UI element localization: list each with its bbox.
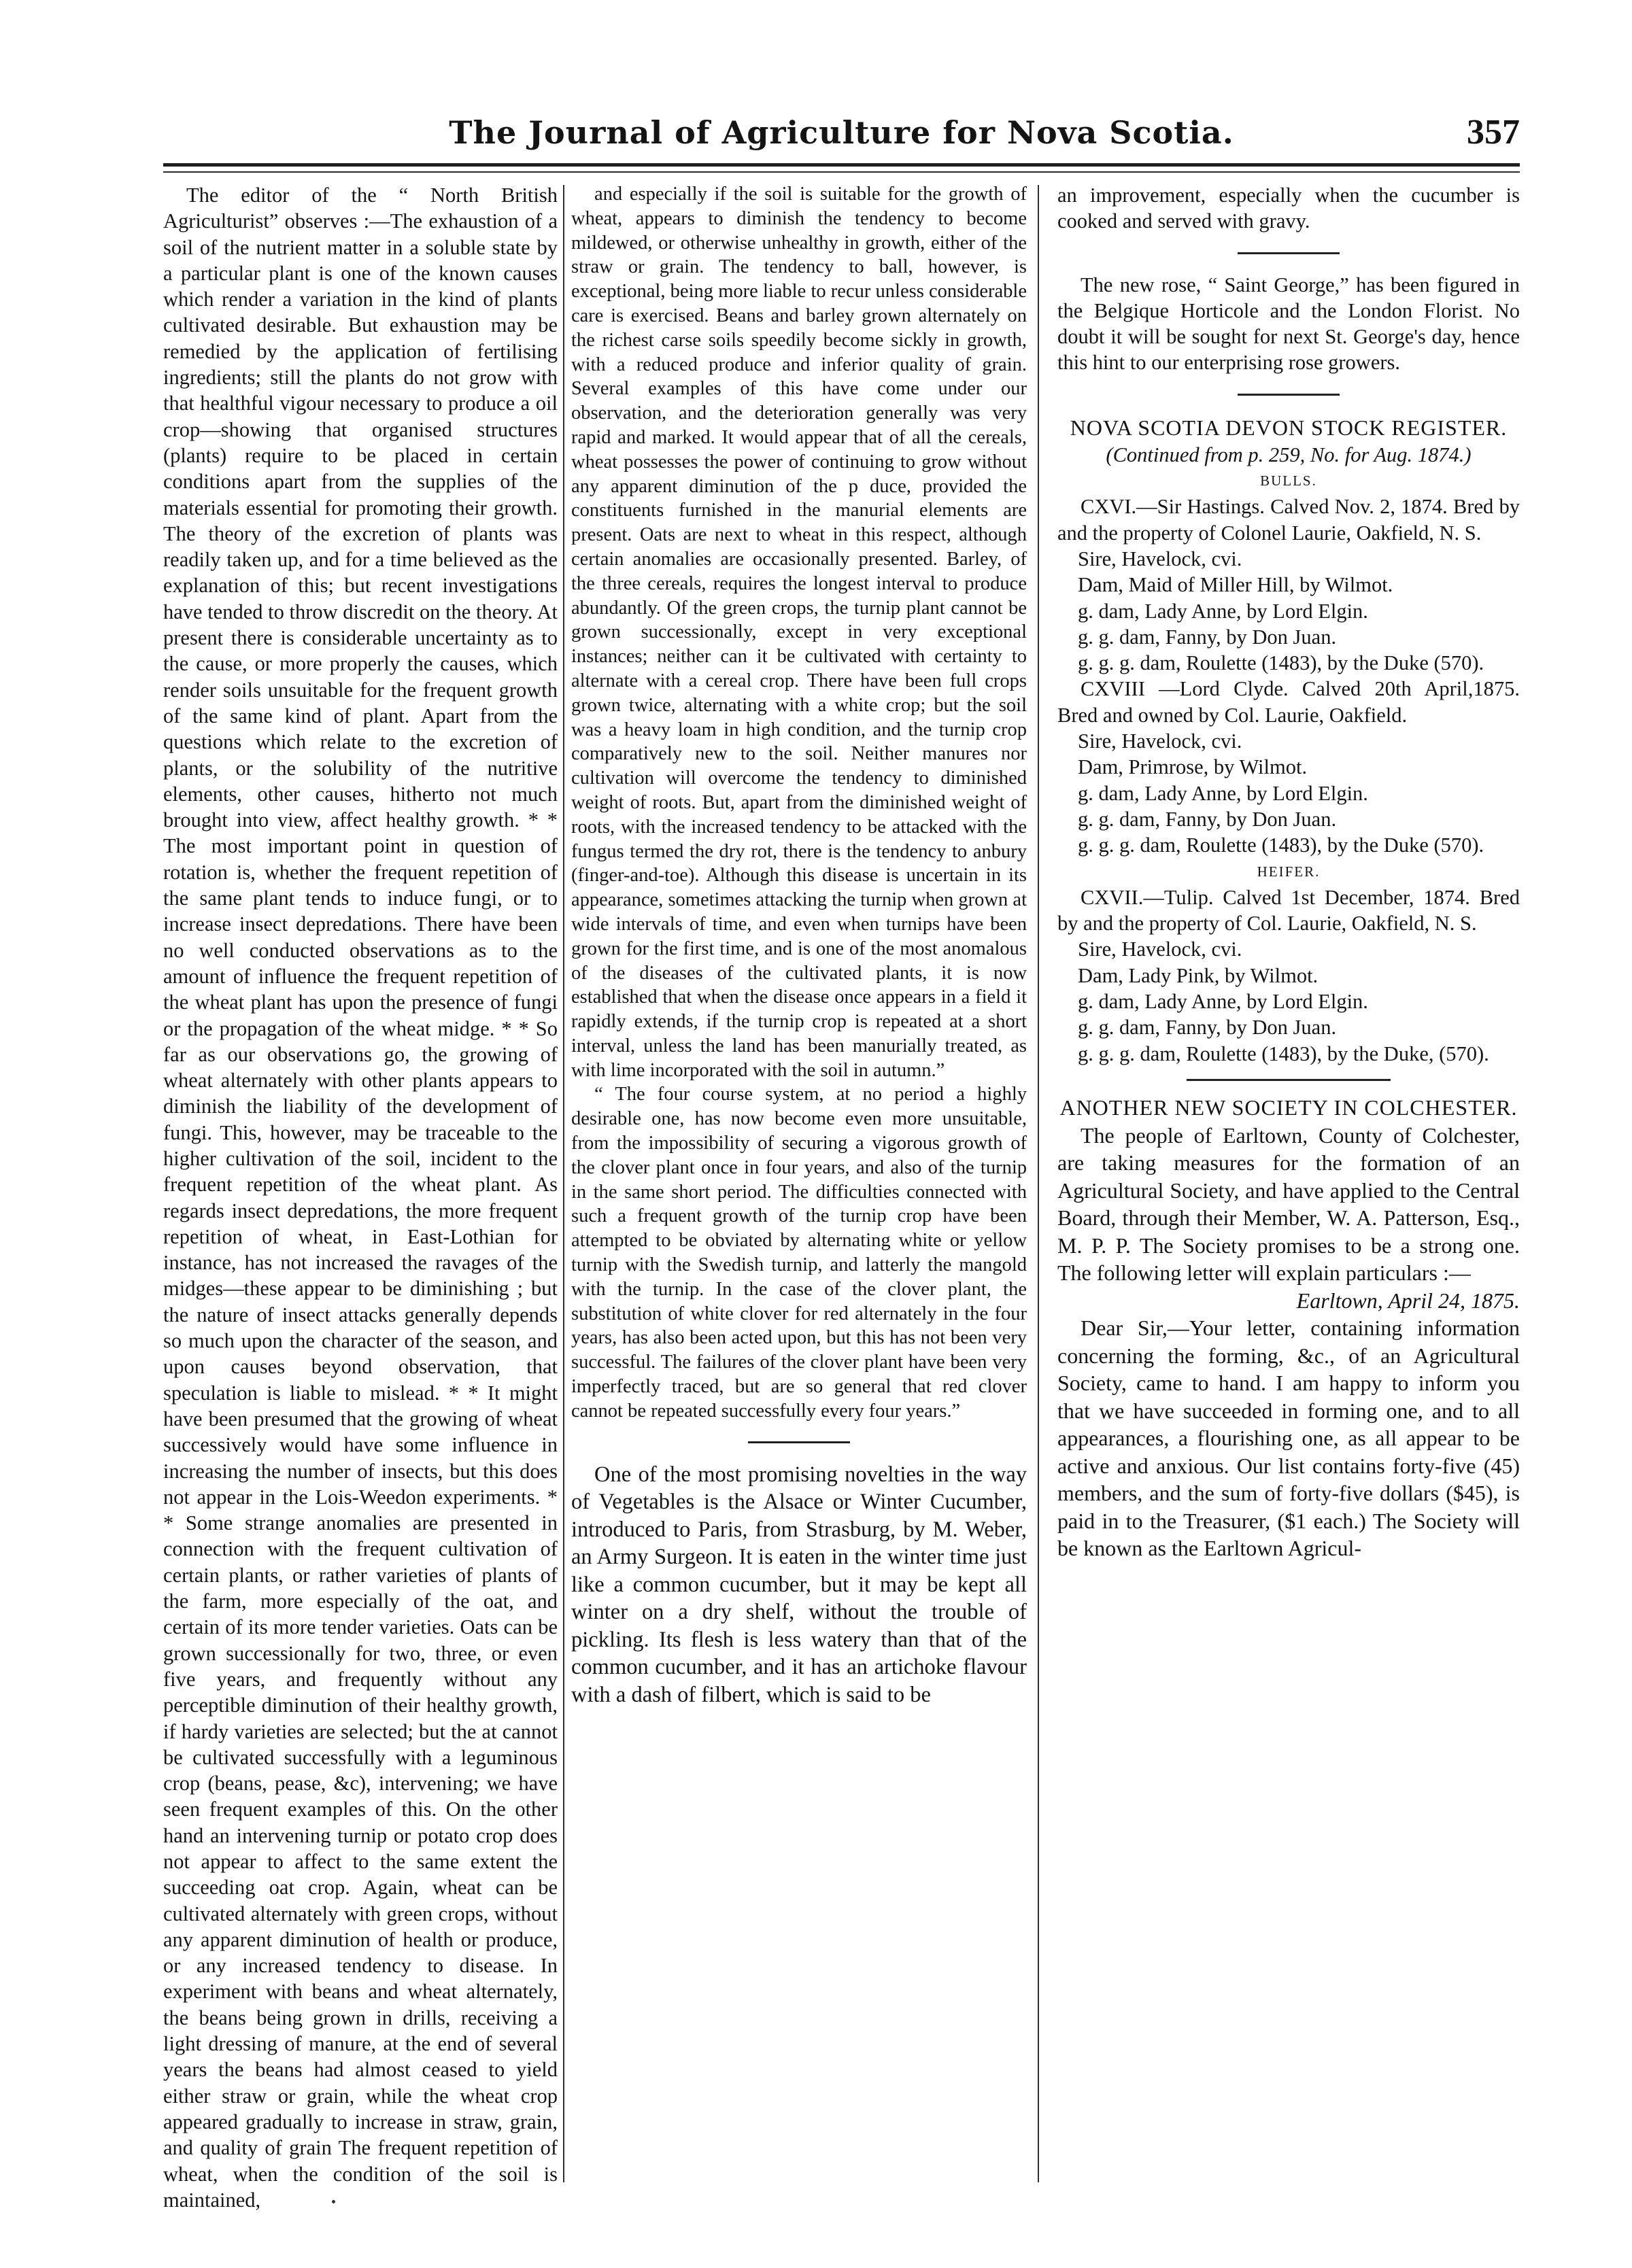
column-middle [571,182,1027,2181]
pedigree-line: Dam, Primrose, by Wilmot. [1078,755,1308,779]
column-left [163,182,558,2212]
pedigree-line: g. g. g. dam, Roulette (1483), by the Duke (570). [1078,834,1484,857]
cucumber-continuation: an improvement, especially when the cucumber is cooked and served with gravy. [1057,184,1520,233]
entry-cxviii-head: CXVIII —Lord Clyde. Calved 20th April,1875. Bred and owned by Col. Laurie, Oakfield. [1057,677,1520,727]
section-rule [1187,1079,1391,1081]
column-right [1057,182,1520,2181]
header-rule [163,163,1520,167]
letter-dateline: Earltown, April 24, 1875. [1296,1288,1520,1313]
section-rule [748,1441,850,1443]
pedigree-line: g. g. dam, Fanny, by Don Juan. [1078,1016,1337,1040]
article-continuation: and especially if the soil is suitable for the growth of wheat, appears to diminish the tendency to become mildewed, or otherwise unhealthy in growth, either of the straw or grain. The tendency to ball, however, is exceptional, being more liable to recur unless considerable care is exercised. Beans and barley grown alternately on the richest carse soils speedily become sickly in growth, with a reduced produce and inferior quality of grain. Several examples of this have come under our observation, and the deterioration generally was very rapid and marked. It would appear that of all the cereals, wheat possesses the power of continuing to grow without any apparent diminution of the p duce, provided the constituents furnished in the manurial elements are present. Oats are next to wheat in this respect, although certain anomalies are occasionally presented. Barley, of the three cereals, requires the longest interval to produce abundantly. Of the green crops, the turnip plant cannot be grown successionally, except in very exceptional instances; neither can it be cultivated with certainty to alternate with a cereal crop. There have been full crops grown twice, alternating with a white crop; but the soil was a heavy loam in high condition, and the turnip crop comparatively new to the soil. Neither manures nor cultivation will overcome the tendency to diminished weight of roots. But, apart from the diminished weight of roots, with the increased tendency to be attacked with the fungus termed the dry rot, there is the tendency to anbury (finger-and-toe). Although this disease is uncertain in its appearance, sometimes attacking the turnip when grown at wide intervals of time, and even when turnips have been grown for the first time, and is one of the most anomalous of the diseases of the cultivated plants, it is now established that when the disease once appears in a field it rapidly extends, if the turnip crop is repeated at a short interval, unless the land has been manurially treated, as with lime incorporated with the soil in autumn.” [571,184,1027,1081]
pedigree-line: g. g. dam, Fanny, by Don Juan. [1078,807,1337,831]
journal-title: The Journal of Agriculture for Nova Scotia. [449,114,1234,151]
running-head [163,109,1520,158]
letter-body: Dear Sir,—Your letter, containing information concerning the forming, &c., of an Agricultural Society, came to hand. I am happy to inform you that we have succeeded in forming one, and to all appearances, a flourishing one, as all appear to be active and anxious. Our list contains forty-five (45) members, and the sum of forty-five dollars ($45), is paid in to the Treasurer, ($1 each.) The Society will be known as the Earltown Agricul- [1057,1316,1520,1561]
pedigree-line: Sire, Havelock, cvi. [1078,547,1242,570]
section-rule [1238,394,1340,396]
soil-exhaustion-article: The editor of the “ North British Agriculturist” observes :—The exhaustion of a soil of the nutrient matter in a soluble state by a particular plant is one of the known causes which render a variation in the kind of plants cultivated desirable. But exhaustion may be remedied by the application of fertilising ingredients; still the plants do not grow with that healthful vigour necessary to produce a oil crop—showing that organised structures (plants) require to be placed in certain conditions apart from the supplies of the materials essential for promoting their growth. The theory of the excretion of plants was readily taken up, and for a time believed as the explanation of this; but recent investigations have tended to throw discredit on the theory. At present there is considerable uncertainty as to the cause, or more properly the causes, which render soils unsuitable for the frequent growth of the same kind of plant. Apart from the questions which relate to the excretion of plants, or the solubility of the nutritive elements, other causes, hitherto not much brought into view, affect healthy growth. * * The most important point in question of rotation is, whether the frequent repetition of the same plant tends to induce fungi, or to increase insect depredations. There have been no well conducted observations as to the amount of influence the frequent repetition of the wheat plant has upon the presence of fungi or the propagation of the wheat midge. * * So far as our observations go, the growing of wheat alternately with other plants appears to diminish the liability of the development of fungi. This, however, may be traceable to the higher cultivation of the soil, incident to the frequent repetition of the wheat plant. As regards insect depredations, the more frequent repetition of wheat, in East-Lothian for instance, has not increased the ravages of the midges—these appear to be diminishing ; but the nature of insect attacks generally depends so much upon the character of the season, and upon causes beyond observation, that speculation is liable to mislead. * * It might have been presumed that the growing of wheat successively would have some influence in increasing the number of insects, but this does not appear in the Lois-Weedon experiments. * * Some strange anomalies are presented in connection with the frequent cultivation of certain plants, or rather varieties of plants of the farm, more especially of the oat, and certain of its more tender varieties. Oats can be grown successionally for two, three, or even five years, and frequently without any perceptible diminution of their healthy growth, if hardy varieties are selected; but the at cannot be cultivated successfully with a leguminous crop (beans, pease, &c), intervening; we have seen frequent examples of this. On the other hand an intervening turnip or potato crop does not appear to affect to the same extent the succeeding oat crop. Again, wheat can be cultivated alternately with green crops, without any apparent diminution of health or produce, or any increased tendency to disease. In experiment with beans and wheat alternately, the beans being grown in drills, receiving a light dressing of manure, at the end of several years the beans had almost ceased to yield either straw or grain, while the wheat crop appeared gradually to increase in straw, grain, and quality of grain The frequent repetition of wheat, when the condition of the soil is maintained, [163,184,558,2212]
heifer-label: HEIFER. [1257,863,1321,880]
header-rule-thin [163,171,1520,173]
entry-cxvi-head: CXVI.—Sir Hastings. Calved Nov. 2, 1874. Bred by and the property of Colonel Laurie, Oakfield, N. S. [1057,495,1520,545]
column-divider [563,185,564,2182]
society-heading: ANOTHER NEW SOCIETY IN COLCHESTER. [1059,1095,1518,1120]
pedigree-line: g. dam, Lady Anne, by Lord Elgin. [1078,990,1368,1014]
column-divider [1038,185,1039,2182]
pedigree-line: Dam, Maid of Miller Hill, by Wilmot. [1078,573,1393,597]
pedigree-line: Sire, Havelock, cvi. [1078,729,1242,753]
pedigree-line: g. g. dam, Fanny, by Don Juan. [1078,625,1337,649]
page-number: 357 [1467,113,1520,152]
register-heading: NOVA SCOTIA DEVON STOCK REGISTER. [1070,415,1508,440]
register-note: (Continued from p. 259, No. for Aug. 1874.) [1106,443,1472,466]
pedigree-line: g. dam, Lady Anne, by Lord Elgin. [1078,781,1368,805]
pedigree-line: Sire, Havelock, cvi. [1078,938,1242,961]
entry-cxvii-head: CXVII.—Tulip. Calved 1st December, 1874. Bred by and the property of Col. Laurie, Oakfield, N. S. [1057,885,1520,935]
pedigree-line: g. g. g. dam, Roulette (1483), by the Duke (570). [1078,651,1484,675]
rose-paragraph: The new rose, “ Saint George,” has been figured in the Belgique Horticole and the London Florist. No doubt it will be sought for next St. George's day, hence this hint to our enterprising rose growers. [1057,273,1520,375]
print-speck [332,2200,335,2203]
pedigree-line: g. dam, Lady Anne, by Lord Elgin. [1078,599,1368,623]
bulls-label: BULLS. [1260,472,1317,489]
cucumber-paragraph: One of the most promising novelties in the way of Vegetables is the Alsace or Winter Cucumber, introduced to Paris, from Strasburg, by M. Weber, an Army Surgeon. It is eaten in the winter time just like a common cucumber, but it may be kept all winter on a dry shelf, without the trouble of pickling. Its flesh is less watery than that of the common cucumber, and it has an artichoke flavour with a dash of filbert, which is said to be [571,1462,1027,1707]
four-course-paragraph: “ The four course system, at no period a highly desirable one, has now become even more unsuitable, from the impossibility of securing a vigorous growth of the clover plant once in four years, and also of the turnip in the same short period. The difficulties connected with such a frequent growth of the turnip crop have been attempted to be obviated by alternating white or yellow turnip with the Swedish turnip, and latterly the mangold with the turnip. In the case of the clover plant, the substitution of white clover for red alternately in the four years, has also been acted upon, but this has not been very successful. The failures of the clover plant have been very imperfectly traced, but are so general that red clover cannot be repeated successfully every four years.” [571,1084,1027,1422]
society-paragraph: The people of Earltown, County of Colchester, are taking measures for the formation of an Agricultural Society, and have applied to the Central Board, through their Member, W. A. Patterson, Esq., M. P. P. The Society promises to be a strong one. The following letter will explain particulars :— [1057,1122,1520,1286]
section-rule [1238,252,1340,254]
pedigree-line: g. g. g. dam, Roulette (1483), by the Duke, (570). [1078,1042,1489,1065]
pedigree-line: Dam, Lady Pink, by Wilmot. [1078,963,1319,987]
